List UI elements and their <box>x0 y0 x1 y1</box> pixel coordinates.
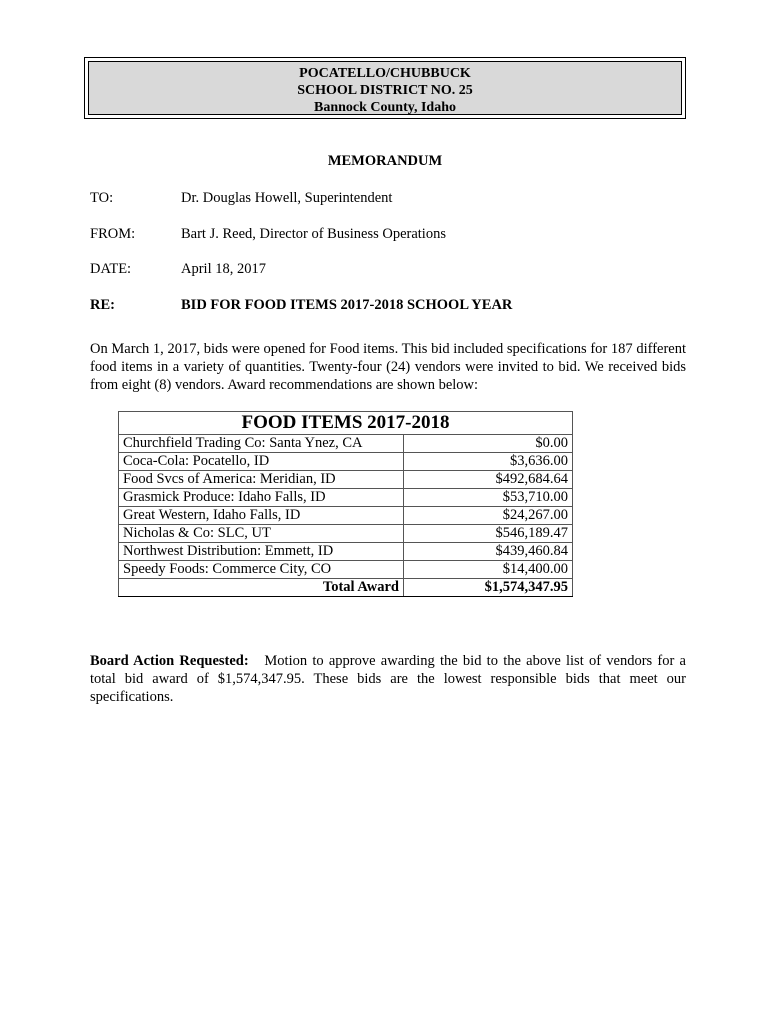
board-action-text: Motion to approve awarding the bid to the above list of vendors for a total bid award of $1,574,347.95. These bids are the lowest responsible bids that meet our specifications. <box>90 653 686 705</box>
district-name-line2: SCHOOL DISTRICT NO. 25 <box>297 83 473 98</box>
table-row <box>119 435 573 453</box>
table-row <box>119 453 573 471</box>
to-value: Dr. Douglas Howell, Superintendent <box>181 190 393 206</box>
memo-title: MEMORANDUM <box>327 153 443 169</box>
bids-table-title: FOOD ITEMS 2017-2018 <box>119 412 573 435</box>
from-label: FROM: <box>90 226 136 242</box>
total-row <box>119 579 573 597</box>
board-action-paragraph <box>90 652 686 706</box>
table-row <box>119 561 573 579</box>
to-label: TO: <box>90 190 114 206</box>
amount-cell: $546,189.47 <box>404 525 573 543</box>
date-label: DATE: <box>90 261 132 277</box>
district-name-line1: POCATELLO/CHUBBUCK <box>299 66 471 81</box>
amount-cell: $439,460.84 <box>404 543 573 561</box>
vendor-cell: Food Svcs of America: Meridian, ID <box>119 471 404 489</box>
re-label: RE: <box>90 297 115 313</box>
bids-table <box>118 411 573 597</box>
from-value: Bart J. Reed, Director of Business Operations <box>181 226 446 242</box>
amount-cell: $53,710.00 <box>404 489 573 507</box>
date-value: April 18, 2017 <box>181 261 266 277</box>
table-row <box>119 543 573 561</box>
amount-cell: $3,636.00 <box>404 453 573 471</box>
table-row <box>119 471 573 489</box>
table-row <box>119 525 573 543</box>
vendor-cell: Nicholas & Co: SLC, UT <box>119 525 404 543</box>
district-county: Bannock County, Idaho <box>313 100 456 115</box>
vendor-cell: Grasmick Produce: Idaho Falls, ID <box>119 489 404 507</box>
vendor-cell: Northwest Distribution: Emmett, ID <box>119 543 404 561</box>
amount-cell: $14,400.00 <box>404 561 573 579</box>
vendor-cell: Churchfield Trading Co: Santa Ynez, CA <box>119 435 404 453</box>
amount-cell: $492,684.64 <box>404 471 573 489</box>
board-action-label: Board Action Requested: <box>90 653 249 669</box>
table-row <box>119 489 573 507</box>
re-value: BID FOR FOOD ITEMS 2017-2018 SCHOOL YEAR <box>181 297 513 313</box>
amount-cell: $24,267.00 <box>404 507 573 525</box>
total-amount: $1,574,347.95 <box>404 579 573 597</box>
total-label: Total Award <box>119 579 404 597</box>
vendor-cell: Great Western, Idaho Falls, ID <box>119 507 404 525</box>
amount-cell: $0.00 <box>404 435 573 453</box>
vendor-cell: Speedy Foods: Commerce City, CO <box>119 561 404 579</box>
district-header <box>84 57 686 119</box>
table-row <box>119 507 573 525</box>
district-header-inner <box>88 61 682 115</box>
vendor-cell: Coca-Cola: Pocatello, ID <box>119 453 404 471</box>
intro-paragraph: On March 1, 2017, bids were opened for Food items. This bid included specifications for 187 different food items in a variety of quantities. Twenty-four (24) vendors were invited to bid. We received bids from eight (8) vendors. Award recommendations are shown below: <box>90 341 686 393</box>
